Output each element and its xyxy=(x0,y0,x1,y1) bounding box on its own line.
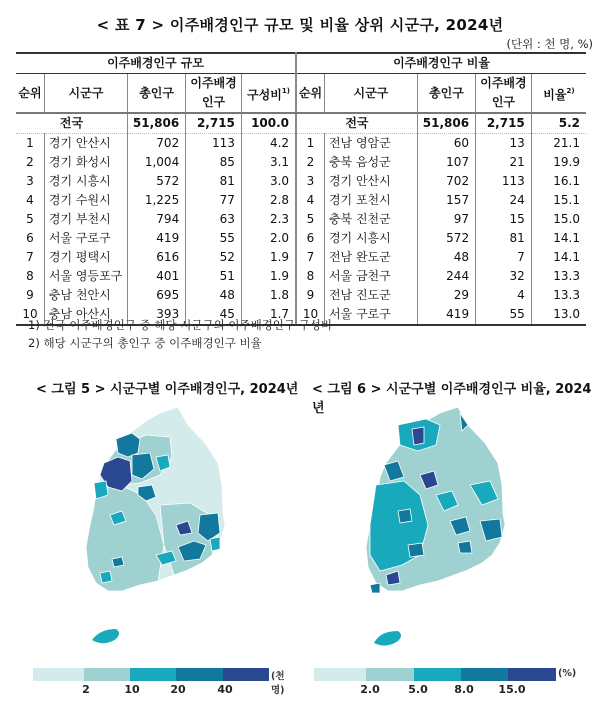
legend-swatch xyxy=(414,668,461,681)
table-body xyxy=(16,134,586,326)
table-notes xyxy=(28,316,332,352)
col-migrant: 이주배경 인구 xyxy=(186,74,242,114)
table-cell: 393 xyxy=(127,305,185,325)
legend-tick: 8.0 xyxy=(454,683,474,696)
col-total-r: 총인구 xyxy=(417,74,475,114)
table-cell: 3.1 xyxy=(241,153,296,172)
legend-swatch xyxy=(366,668,414,681)
table-cell: 1,225 xyxy=(127,191,185,210)
national-label-r: 전국 xyxy=(296,113,417,134)
table-cell: 572 xyxy=(127,172,185,191)
legend-unit: (천명) xyxy=(271,671,285,696)
table-row xyxy=(16,191,586,210)
legend-unit: (%) xyxy=(558,668,577,679)
table-cell: 9 xyxy=(296,286,324,305)
table-cell: 2.0 xyxy=(241,229,296,248)
table-cell: 경기 시흥시 xyxy=(324,229,417,248)
table-cell: 48 xyxy=(186,286,242,305)
col-ratio-r: 비율$^{2)}$ xyxy=(531,74,586,114)
table-cell: 85 xyxy=(186,153,242,172)
table-cell: 3 xyxy=(26,174,34,188)
legend-swatch xyxy=(508,668,556,681)
table-cell: 서울 구로구 xyxy=(324,305,417,325)
legend-tick: 5.0 xyxy=(408,683,428,696)
table-row xyxy=(16,172,586,191)
table-cell: 572 xyxy=(417,229,475,248)
legend-swatch xyxy=(33,668,84,681)
table-cell: 14.1 xyxy=(531,248,586,267)
table-cell: 4 xyxy=(296,191,324,210)
table-cell: 2 xyxy=(26,155,34,169)
table-cell: 1.8 xyxy=(241,286,296,305)
table-cell: 157 xyxy=(417,191,475,210)
national-row xyxy=(16,113,586,134)
table-cell: 13.3 xyxy=(531,286,586,305)
cell: 100.0 xyxy=(241,113,296,134)
table-cell: 107 xyxy=(417,153,475,172)
col-region-r: 시군구 xyxy=(324,74,417,114)
legend-tick: 2 xyxy=(82,683,90,696)
legend-tick: 10 xyxy=(124,683,140,696)
col-rank: 순위 xyxy=(16,74,44,114)
table-cell: 13 xyxy=(476,134,532,154)
table-cell: 24 xyxy=(476,191,532,210)
national-label: 전국 xyxy=(16,113,127,134)
cell: 5.2 xyxy=(531,113,586,134)
table-cell: 4 xyxy=(476,286,532,305)
table-cell: 29 xyxy=(417,286,475,305)
table-cell: 경기 부천시 xyxy=(44,210,127,229)
table-cell: 10 xyxy=(16,305,44,325)
col-rank-r: 순위 xyxy=(296,74,324,114)
table-cell: 전남 영암군 xyxy=(324,134,417,154)
table-cell: 경기 안산시 xyxy=(324,172,417,191)
table-row xyxy=(16,267,586,286)
table-cell: 9 xyxy=(26,288,34,302)
legend-ticks xyxy=(314,681,556,697)
table-cell: 702 xyxy=(127,134,185,154)
table-row xyxy=(16,134,586,154)
legend-figure-5 xyxy=(33,668,285,697)
table-unit: (단위 : 천 명, %) xyxy=(506,37,593,51)
table-cell: 8 xyxy=(296,267,324,286)
legend-swatch xyxy=(223,668,269,681)
group-header-ratio: 이주배경인구 비율 xyxy=(296,53,586,74)
table-cell: 2.8 xyxy=(241,191,296,210)
table-cell: 60 xyxy=(417,134,475,154)
legend-swatch xyxy=(84,668,130,681)
table-cell: 6 xyxy=(296,229,324,248)
table-cell: 55 xyxy=(186,229,242,248)
table-cell: 63 xyxy=(186,210,242,229)
legend-tick: 20 xyxy=(170,683,186,696)
note-1: 1) 전국 이주배경인구 중 해당 시군구의 이주배경인구 구성비 xyxy=(28,318,333,332)
legend-figure-6 xyxy=(314,668,577,697)
table-cell: 경기 포천시 xyxy=(324,191,417,210)
table-cell: 충북 진천군 xyxy=(324,210,417,229)
table-cell: 5 xyxy=(296,210,324,229)
column-header-row xyxy=(16,74,586,114)
table-cell: 7 xyxy=(476,248,532,267)
table-cell: 3.0 xyxy=(241,172,296,191)
table-cell: 1,004 xyxy=(127,153,185,172)
table-cell: 10 xyxy=(296,305,324,325)
legend-tick: 15.0 xyxy=(498,683,526,696)
table-cell: 32 xyxy=(476,267,532,286)
top-regions-table xyxy=(16,52,586,326)
table-cell: 1 xyxy=(26,136,34,150)
table-cell: 충남 천안시 xyxy=(44,286,127,305)
table-cell: 21.1 xyxy=(531,134,586,154)
cell: 51,806 xyxy=(127,113,185,134)
table-cell: 19.9 xyxy=(531,153,586,172)
cell: 2,715 xyxy=(186,113,242,134)
table-cell: 702 xyxy=(417,172,475,191)
table-cell: 244 xyxy=(417,267,475,286)
table-cell: 81 xyxy=(476,229,532,248)
legend-swatch xyxy=(314,668,366,681)
table-cell: 52 xyxy=(186,248,242,267)
table-cell: 경기 시흥시 xyxy=(44,172,127,191)
table-cell: 8 xyxy=(26,269,34,283)
table-cell: 4.2 xyxy=(241,134,296,154)
table-cell: 전남 완도군 xyxy=(324,248,417,267)
table-cell: 1.9 xyxy=(241,248,296,267)
table-cell: 13.3 xyxy=(531,267,586,286)
table-cell: 경기 화성시 xyxy=(44,153,127,172)
figure-6-title: < 그림 6 > 시군구별 이주배경인구 비율, 2024년 xyxy=(312,382,592,416)
table-cell: 1.9 xyxy=(241,267,296,286)
table-cell: 794 xyxy=(127,210,185,229)
map-migrant-ratio xyxy=(340,395,540,655)
table-cell: 113 xyxy=(186,134,242,154)
table-cell: 81 xyxy=(186,172,242,191)
table-cell: 서울 금천구 xyxy=(324,267,417,286)
table-cell: 경기 수원시 xyxy=(44,191,127,210)
col-share: 구성비$^{1)}$ xyxy=(241,74,296,114)
col-total: 총인구 xyxy=(127,74,185,114)
legend-swatch xyxy=(130,668,176,681)
legend-swatch xyxy=(176,668,223,681)
note-2: 2) 해당 시군구의 총인구 중 이주배경인구 비율 xyxy=(28,336,262,350)
table-cell: 7 xyxy=(26,250,34,264)
table-cell: 21 xyxy=(476,153,532,172)
table-cell: 15 xyxy=(476,210,532,229)
legend-tick: 40 xyxy=(217,683,233,696)
legend-swatch xyxy=(461,668,508,681)
figure-5-title: < 그림 5 > 시군구별 이주배경인구, 2024년 xyxy=(36,382,299,397)
table-cell: 401 xyxy=(127,267,185,286)
table-cell: 16.1 xyxy=(531,172,586,191)
table-cell: 13.0 xyxy=(531,305,586,325)
table-row xyxy=(16,229,586,248)
table-cell: 충남 아산시 xyxy=(44,305,127,325)
col-migrant-r: 이주배경 인구 xyxy=(476,74,532,114)
table-cell: 6 xyxy=(26,231,34,245)
table-row xyxy=(16,153,586,172)
legend-tick: 2.0 xyxy=(360,683,380,696)
table-cell: 경기 안산시 xyxy=(44,134,127,154)
table-cell: 419 xyxy=(417,305,475,325)
table-row xyxy=(16,210,586,229)
col-region: 시군구 xyxy=(44,74,127,114)
table-cell: 97 xyxy=(417,210,475,229)
table-cell: 51 xyxy=(186,267,242,286)
table-cell: 48 xyxy=(417,248,475,267)
table-cell: 1.7 xyxy=(241,305,296,325)
map-migrant-population xyxy=(60,395,260,655)
group-header-row xyxy=(16,53,586,74)
table-cell: 서울 영등포구 xyxy=(44,267,127,286)
table-cell: 77 xyxy=(186,191,242,210)
group-header-size: 이주배경인구 규모 xyxy=(16,53,296,74)
table-cell: 1 xyxy=(296,134,324,154)
table-row xyxy=(16,286,586,305)
table-cell: 15.0 xyxy=(531,210,586,229)
table-cell: 616 xyxy=(127,248,185,267)
table-cell: 113 xyxy=(476,172,532,191)
table-cell: 15.1 xyxy=(531,191,586,210)
table-cell: 55 xyxy=(476,305,532,325)
legend-color-bar xyxy=(314,668,556,681)
table-cell: 4 xyxy=(26,193,34,207)
table-cell: 경기 평택시 xyxy=(44,248,127,267)
table-row xyxy=(16,248,586,267)
table-title: < 표 7 > 이주배경인구 규모 및 비율 상위 시군구, 2024년 xyxy=(96,16,504,34)
table-cell: 695 xyxy=(127,286,185,305)
legend-color-bar xyxy=(33,668,273,681)
table-cell: 5 xyxy=(26,212,34,226)
table-cell: 419 xyxy=(127,229,185,248)
table-cell: 14.1 xyxy=(531,229,586,248)
table-cell: 서울 구로구 xyxy=(44,229,127,248)
table-cell: 2 xyxy=(296,153,324,172)
table-cell: 7 xyxy=(296,248,324,267)
table-cell: 2.3 xyxy=(241,210,296,229)
table-cell: 전남 진도군 xyxy=(324,286,417,305)
table-cell: 45 xyxy=(186,305,242,325)
table-cell: 3 xyxy=(296,172,324,191)
table-cell: 충북 음성군 xyxy=(324,153,417,172)
cell: 51,806 xyxy=(417,113,475,134)
legend-ticks xyxy=(33,681,273,697)
cell: 2,715 xyxy=(476,113,532,134)
